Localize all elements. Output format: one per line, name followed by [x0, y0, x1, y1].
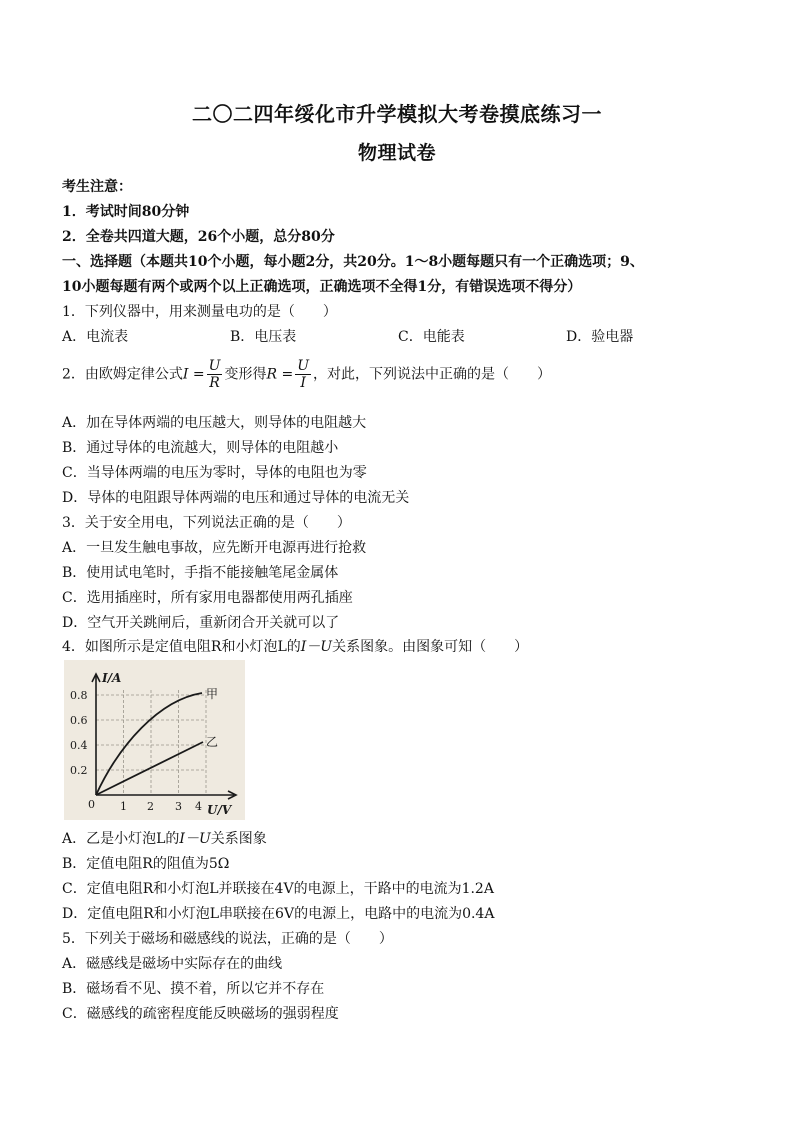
x-tick-2: 2 [147, 800, 154, 813]
x-tick-3: 3 [175, 800, 182, 813]
q5-option-a: A．磁感线是磁场中实际存在的曲线 [62, 956, 283, 972]
q4-stem-a: 4．如图所示是定值电阻R和小灯泡L的 [62, 639, 301, 655]
q4-graph-svg [64, 660, 245, 820]
q2-option-a: A．加在导体两端的电压越大，则导体的电阻越大 [62, 415, 367, 431]
notice-item-1: 1．考试时间80分钟 [62, 204, 190, 220]
y-tick-06: 0.6 [70, 714, 88, 727]
q2-formula2-fraction [295, 358, 311, 391]
q2-option-c: C．当导体两端的电压为零时，导体的电阻也为零 [62, 465, 367, 481]
q2-formula2-denominator: I [300, 375, 306, 391]
q4-option-b: B．定值电阻R的阻值为5Ω [62, 856, 230, 872]
q1-option-b: B．电压表 [230, 329, 297, 345]
q5-option-c: C．磁感线的疏密程度能反映磁场的强弱程度 [62, 1006, 339, 1022]
section-instructions-line-2: 10小题每题有两个或两个以上正确选项，正确选项不全得1分，有错误选项不得分） [62, 279, 582, 295]
q1-stem: 1．下列仪器中，用来测量电功的是（ ） [62, 304, 337, 320]
x-axis-label: U/V [207, 803, 232, 817]
q2-option-d: D．导体的电阻跟导体两端的电压和通过导体的电流无关 [62, 490, 410, 506]
notice-item-2: 2．全卷共四道大题，26个小题，总分80分 [62, 229, 335, 245]
line-yi-label: 乙 [206, 735, 219, 749]
q4-option-a-1: A．乙是小灯泡L的 [62, 831, 180, 847]
q1-option-a: A．电流表 [62, 329, 129, 345]
x-tick-4: 4 [195, 800, 202, 813]
y-tick-08: 0.8 [70, 689, 88, 702]
exam-subtitle: 物理试卷 [357, 142, 436, 164]
q3-option-b: B．使用试电笔时，手指不能接触笔尾金属体 [62, 565, 339, 581]
notice-heading: 考生注意： [62, 179, 132, 195]
q4-option-a-math: I－U [179, 831, 211, 847]
q4-option-d: D．定值电阻R和小灯泡L串联接在6V的电源上，电路中的电流为0.4A [62, 906, 495, 922]
q5-option-b: B．磁场看不见、摸不着，所以它并不存在 [62, 981, 325, 997]
q4-stem-b: 关系图象。由图象可知（ ） [332, 639, 529, 655]
curve-jia [96, 693, 202, 795]
line-yi [96, 742, 203, 795]
q1-option-c: C．电能表 [398, 329, 465, 345]
q3-option-c: C．选用插座时，所有家用电器都使用两孔插座 [62, 590, 353, 606]
q4-iu-graph [64, 660, 245, 820]
q2-prefix: 2．由欧姆定律公式 [62, 366, 183, 383]
q4-option-c: C．定值电阻R和小灯泡L并联接在4V的电源上，干路中的电流为1.2A [62, 881, 494, 897]
q2-formula2-numerator: U [297, 358, 309, 374]
y-axis-label: I/A [102, 671, 122, 685]
q2-option-b: B．通过导体的电流越大，则导体的电阻越小 [62, 440, 339, 456]
q2-suffix: ，对此，下列说法中正确的是（ ） [313, 366, 551, 383]
q2-mid: 变形得 [224, 366, 267, 383]
q3-option-a: A．一旦发生触电事故，应先断开电源再进行抢救 [62, 540, 367, 556]
q3-option-d: D．空气开关跳闸后，重新闭合开关就可以了 [62, 615, 340, 631]
q2-formula1-numerator: U [208, 358, 221, 374]
q4-option-a-2: 关系图象 [210, 831, 267, 847]
q2-formula1-fraction [207, 358, 223, 391]
q2-formula1-lhs: I = [182, 366, 205, 383]
exam-title: 二〇二四年绥化市升学模拟大考卷摸底练习一 [192, 102, 602, 126]
q2-stem [62, 358, 551, 391]
q1-option-d: D．验电器 [566, 329, 634, 345]
q3-stem: 3．关于安全用电，下列说法正确的是（ ） [62, 515, 351, 531]
q4-option-a [62, 828, 267, 848]
q4-stem-math: I－U [300, 639, 333, 655]
y-tick-02: 0.2 [70, 764, 88, 777]
origin-label: 0 [88, 798, 95, 811]
x-tick-1: 1 [120, 800, 127, 813]
q5-stem: 5．下列关于磁场和磁感线的说法，正确的是（ ） [62, 931, 393, 947]
y-tick-04: 0.4 [70, 739, 88, 752]
section-instructions-line-1: 一、选择题（本题共10个小题，每小题2分，共20分。1～8小题每题只有一个正确选项；9、 [62, 254, 644, 270]
q4-stem [62, 636, 528, 656]
q2-formula1-denominator: R [209, 375, 220, 391]
q2-formula2-lhs: R = [266, 366, 294, 383]
curve-jia-label: 甲 [206, 687, 219, 701]
graph-grid [96, 690, 206, 795]
